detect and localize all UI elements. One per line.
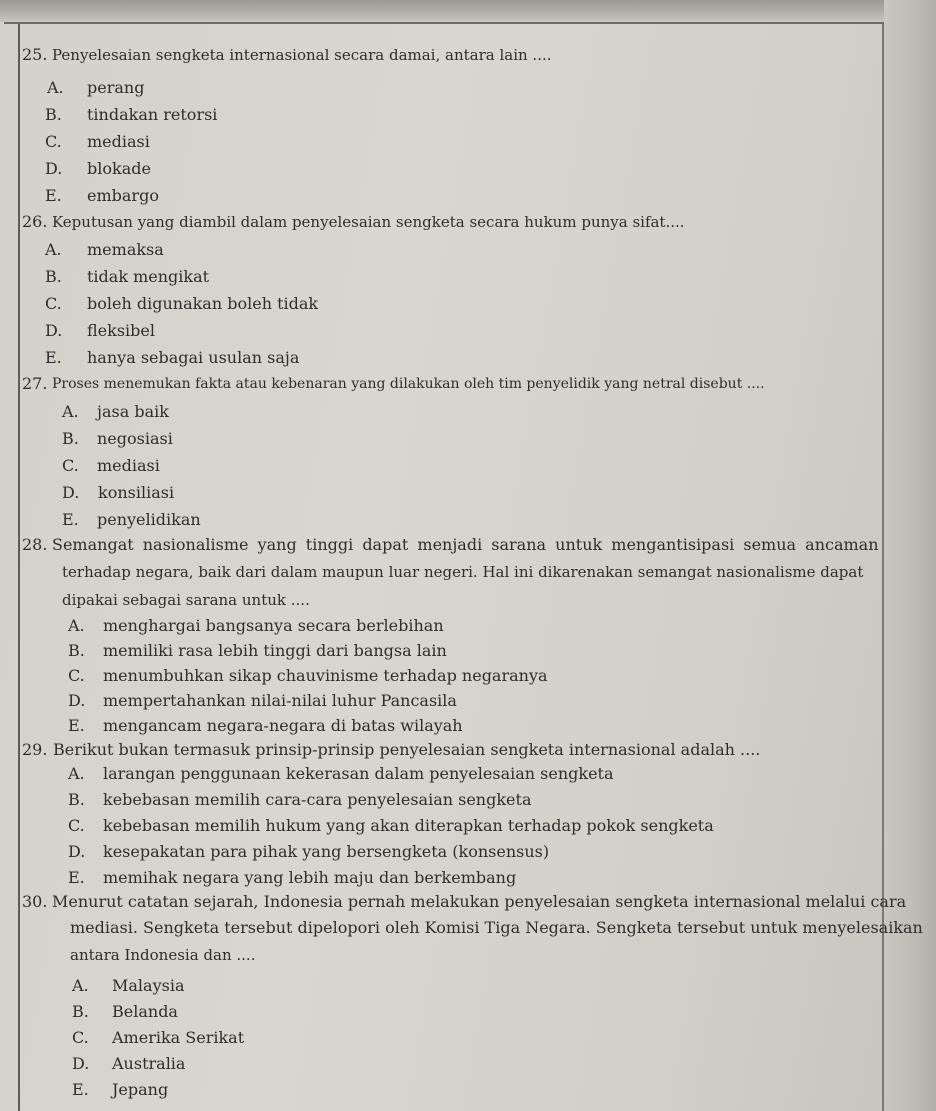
question-28	[22, 535, 882, 619]
option-letter: B.	[72, 1002, 89, 1021]
option-text: memihak negara yang lebih maju dan berkembang	[103, 868, 517, 887]
question-text-line: Berikut bukan termasuk prinsip-prinsip penyelesaian sengketa internasional adalah ....	[53, 740, 761, 759]
option-letter: D.	[72, 1054, 90, 1073]
option-letter: B.	[45, 105, 62, 124]
option-letter: C.	[45, 132, 62, 151]
option-letter: B.	[68, 641, 85, 660]
question-text-line: Semangat nasionalisme yang tinggi dapat menjadi sarana untuk mengantisipasi semua ancaman	[52, 535, 879, 554]
option-letter: C.	[45, 294, 62, 313]
option-text: mempertahankan nilai-nilai luhur Pancasila	[103, 691, 457, 710]
option-letter: E.	[45, 186, 62, 205]
option-letter: E.	[62, 510, 79, 529]
option-text: blokade	[87, 159, 151, 178]
option-letter: E.	[45, 348, 62, 367]
question-number: 26.	[22, 212, 48, 231]
question-text-line: Menurut catatan sejarah, Indonesia pernah melakukan penyelesaian sengketa internasional melalui cara	[52, 892, 907, 911]
option-letter: A.	[72, 976, 89, 995]
question-text-line: Proses menemukan fakta atau kebenaran yang dilakukan oleh tim penyelidik yang netral disebut ....	[52, 376, 765, 392]
option-letter: C.	[72, 1028, 89, 1047]
option-letter: A.	[62, 402, 79, 421]
option-text: menumbuhkan sikap chauvinisme terhadap negaranya	[103, 666, 548, 685]
option-text: Australia	[112, 1054, 186, 1073]
adjacent-page-edge	[884, 0, 936, 1111]
option-text: kebebasan memilih hukum yang akan diterapkan terhadap pokok sengketa	[103, 816, 714, 835]
option-text: konsiliasi	[98, 483, 175, 502]
option-text: Malaysia	[112, 976, 185, 995]
option-letter: D.	[62, 483, 80, 502]
option-letter: B.	[68, 790, 85, 809]
question-30	[22, 892, 923, 976]
option-text: tidak mengikat	[87, 267, 210, 286]
option-text: fleksibel	[87, 321, 155, 340]
question-number: 27.	[22, 374, 48, 393]
option-letter: D.	[68, 842, 86, 861]
option-letter: A.	[68, 616, 85, 635]
option-letter: A.	[47, 78, 64, 97]
question-26	[22, 212, 882, 232]
option-text: negosiasi	[97, 429, 173, 448]
question-29	[22, 740, 882, 760]
option-text: larangan penggunaan kekerasan dalam penyelesaian sengketa	[103, 764, 614, 783]
option-text: perang	[87, 78, 145, 97]
option-text: boleh digunakan boleh tidak	[87, 294, 319, 313]
option-text: memiliki rasa lebih tinggi dari bangsa lain	[103, 641, 447, 660]
option-text: kebebasan memilih cara-cara penyelesaian sengketa	[103, 790, 532, 809]
question-27	[22, 374, 882, 394]
question-number: 25.	[22, 45, 48, 64]
left-border-line	[18, 24, 20, 1111]
question-text-line: terhadap negara, baik dari dalam maupun luar negeri. Hal ini dikarenakan semangat nasionalisme dapat	[62, 563, 864, 581]
option-letter: B.	[62, 429, 79, 448]
question-text-line: Penyelesaian sengketa internasional secara damai, antara lain ....	[52, 46, 552, 64]
option-text: hanya sebagai usulan saja	[87, 348, 300, 367]
option-letter: C.	[62, 456, 79, 475]
option-letter: A.	[68, 764, 85, 783]
option-text: tindakan retorsi	[87, 105, 218, 124]
question-number: 28.	[22, 535, 48, 554]
option-text: Jepang	[112, 1080, 169, 1099]
option-letter: D.	[68, 691, 86, 710]
question-text-line: mediasi. Sengketa tersebut dipelopori oleh Komisi Tiga Negara. Sengketa tersebut untuk menyelesaikan	[70, 918, 923, 937]
option-text: Belanda	[112, 1002, 178, 1021]
option-text: kesepakatan para pihak yang bersengketa (konsensus)	[103, 842, 550, 861]
option-text: mediasi	[97, 456, 160, 475]
option-letter: E.	[68, 716, 85, 735]
question-number: 29.	[22, 740, 48, 759]
option-text: mediasi	[87, 132, 150, 151]
option-letter: E.	[72, 1080, 89, 1099]
option-text: jasa baik	[97, 402, 169, 421]
question-25	[22, 45, 882, 65]
question-text-line: antara Indonesia dan ....	[70, 946, 256, 964]
page-top-shadow	[0, 0, 936, 22]
option-text: penyelidikan	[97, 510, 201, 529]
option-letter: D.	[45, 321, 63, 340]
option-letter: D.	[45, 159, 63, 178]
option-letter: C.	[68, 816, 85, 835]
question-number: 30.	[22, 892, 48, 911]
option-letter: E.	[68, 868, 85, 887]
option-text: embargo	[87, 186, 159, 205]
option-text: memaksa	[87, 240, 164, 259]
top-border-line	[4, 22, 904, 24]
option-text: Amerika Serikat	[112, 1028, 245, 1047]
option-letter: A.	[45, 240, 62, 259]
option-letter: C.	[68, 666, 85, 685]
option-letter: B.	[45, 267, 62, 286]
option-text: mengancam negara-negara di batas wilayah	[103, 716, 463, 735]
question-text-line: Keputusan yang diambil dalam penyelesaian sengketa secara hukum punya sifat....	[52, 213, 685, 231]
option-text: menghargai bangsanya secara berlebihan	[103, 616, 444, 635]
question-text-line: dipakai sebagai sarana untuk ....	[62, 591, 310, 609]
right-border-line	[882, 24, 884, 1111]
